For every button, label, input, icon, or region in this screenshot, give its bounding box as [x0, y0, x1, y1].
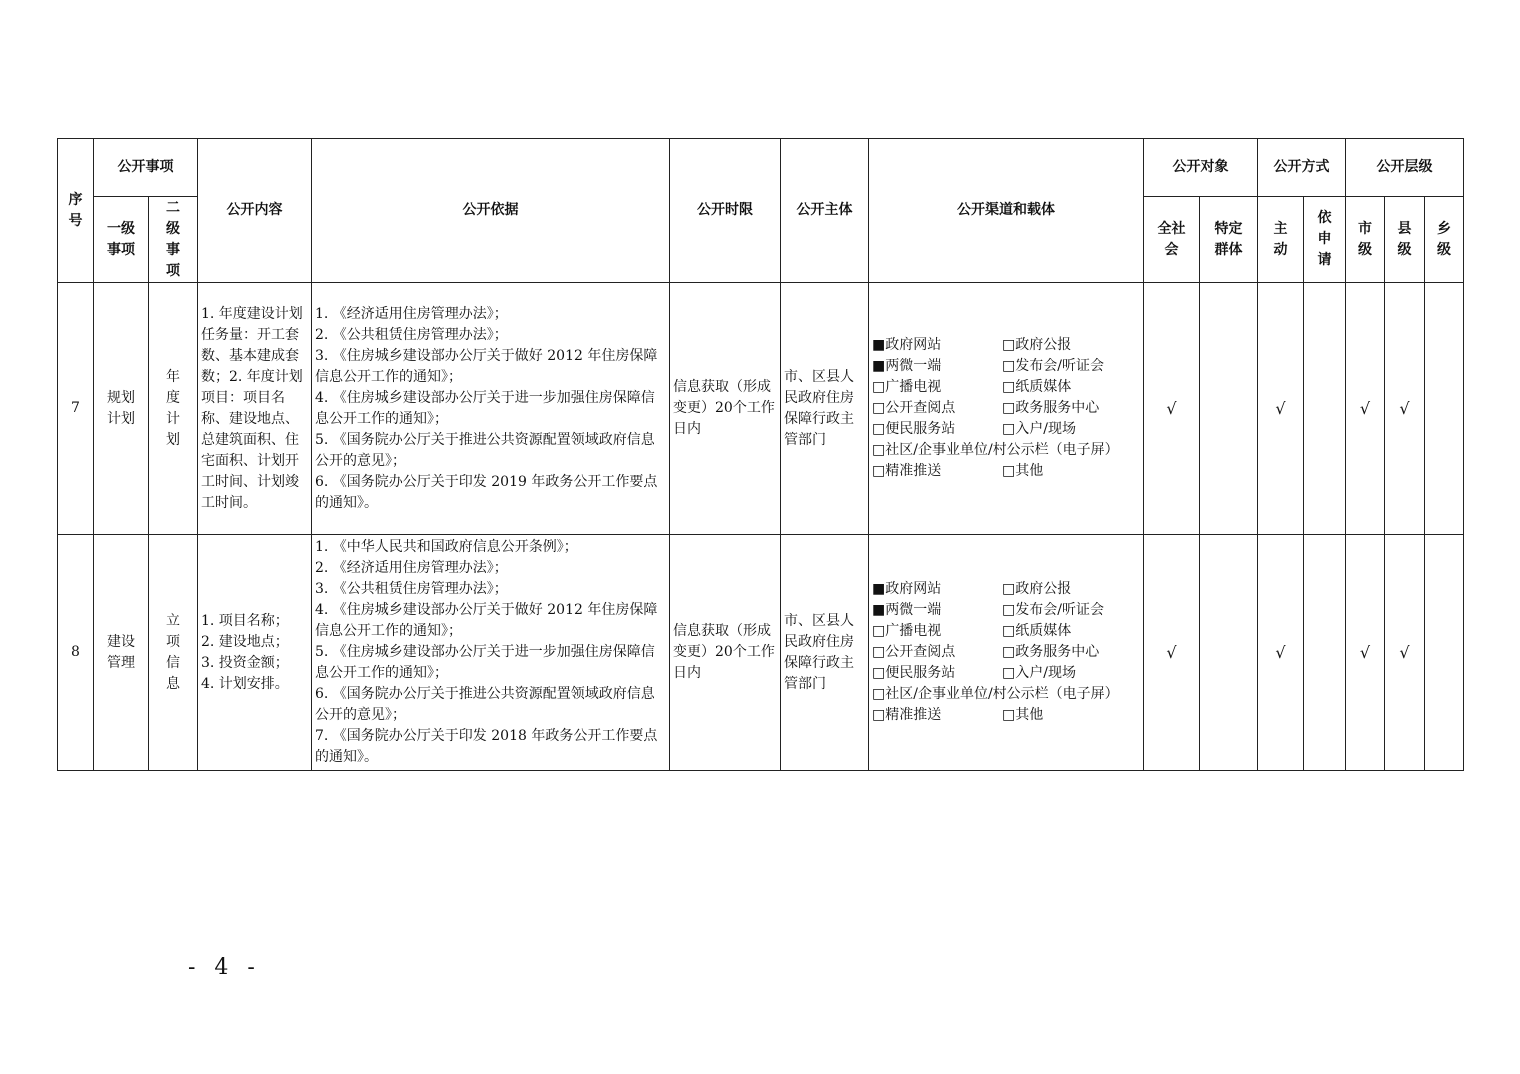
row-basis: 1. 《经济适用住房管理办法》； 2. 《公共租赁住房管理办法》； 3. 《住房城乡建设部办公厅关于做好 2012 年住房保障信息公开工作的通知》； 4. 《住房城乡建设部办公厅关于进一步加强住房保障信息公开工作的通知》； 5. 《国务院办公厅关于推进公共资源配置领域政府信息公开的意见》； 6. 《国务院办公厅关于印发 2019 年政务公开工作要点的通知》。 — [312, 283, 670, 535]
row-target-specific — [1200, 535, 1258, 771]
header-target: 公开对象 — [1144, 139, 1258, 197]
channel-item: □政务服务中心 — [1002, 644, 1100, 660]
row-channels — [869, 535, 1144, 771]
row-seq: 7 — [58, 283, 94, 535]
channel-item: □入户/现场 — [1002, 421, 1076, 437]
row-subject: 市、区县人民政府住房保障行政主管部门 — [781, 283, 869, 535]
row-content: 1. 项目名称； 2. 建设地点； 3. 投资金额； 4. 计划安排。 — [198, 535, 312, 771]
row-channels — [869, 283, 1144, 535]
row-time-limit: 信息获取（形成变更）20个工作日内 — [670, 535, 781, 771]
header-content: 公开内容 — [198, 139, 312, 283]
header-time-limit: 公开时限 — [670, 139, 781, 283]
channel-item: □公开查阅点 — [872, 644, 956, 660]
channel-item: ■两微一端 — [872, 358, 942, 374]
header-mode: 公开方式 — [1258, 139, 1346, 197]
row-level-city: √ — [1346, 535, 1385, 771]
channel-item: □政务服务中心 — [1002, 400, 1100, 416]
channel-item: □发布会/听证会 — [1002, 358, 1104, 374]
row-mode-active: √ — [1258, 535, 1304, 771]
header-level1: 一级事项 — [94, 197, 149, 283]
row-target-all: √ — [1144, 535, 1200, 771]
channel-item: □其他 — [1002, 707, 1044, 723]
header-level-county: 县级 — [1385, 197, 1425, 283]
header-channel: 公开渠道和载体 — [869, 139, 1144, 283]
header-level-township: 乡级 — [1425, 197, 1464, 283]
row-mode-active: √ — [1258, 283, 1304, 535]
header-subject: 公开主体 — [781, 139, 869, 283]
row-level2: 年度计划 — [149, 283, 198, 535]
header-mode-active: 主动 — [1258, 197, 1304, 283]
channel-item: □广播电视 — [872, 623, 942, 639]
channel-item: □广播电视 — [872, 379, 942, 395]
row-target-specific — [1200, 283, 1258, 535]
disclosure-table — [57, 138, 1464, 771]
table-row — [58, 283, 1464, 535]
channel-item: □便民服务站 — [872, 421, 956, 437]
row-level-city: √ — [1346, 283, 1385, 535]
header-target-all: 全社会 — [1144, 197, 1200, 283]
row-level-county: √ — [1385, 283, 1425, 535]
row-mode-request — [1304, 535, 1346, 771]
header-level2: 二级事项 — [149, 197, 198, 283]
channel-item: □纸质媒体 — [1002, 623, 1072, 639]
channel-item: ■政府网站 — [872, 337, 942, 353]
row-subject: 市、区县人民政府住房保障行政主管部门 — [781, 535, 869, 771]
channel-item: □纸质媒体 — [1002, 379, 1072, 395]
row-level2: 立项信息 — [149, 535, 198, 771]
channel-item: □公开查阅点 — [872, 400, 956, 416]
row-level-township — [1425, 283, 1464, 535]
header-level: 公开层级 — [1346, 139, 1464, 197]
row-level1: 建设管理 — [94, 535, 149, 771]
channel-item: □精准推送 — [872, 463, 942, 479]
header-mode-request: 依申请 — [1304, 197, 1346, 283]
channel-item: □精准推送 — [872, 707, 942, 723]
header-public-matter: 公开事项 — [94, 139, 198, 197]
row-mode-request — [1304, 283, 1346, 535]
row-level1: 规划计划 — [94, 283, 149, 535]
row-seq: 8 — [58, 535, 94, 771]
channel-item: □便民服务站 — [872, 665, 956, 681]
header-target-specific: 特定群体 — [1200, 197, 1258, 283]
row-level-township — [1425, 535, 1464, 771]
channel-item: □发布会/听证会 — [1002, 602, 1104, 618]
row-basis: 1. 《中华人民共和国政府信息公开条例》； 2. 《经济适用住房管理办法》； 3. 《公共租赁住房管理办法》； 4. 《住房城乡建设部办公厅关于做好 2012 年住房保障信息公开工作的通知》； 5. 《住房城乡建设部办公厅关于进一步加强住房保障信息公开工作的通知》； 6. 《国务院办公厅关于推进公共资源配置领域政府信息公开的意见》； 7. 《国务院办公厅关于印发 2018 年政务公开工作要点的通知》。 — [312, 535, 670, 771]
channel-item: □社区/企事业单位/村公示栏（电子屏） — [872, 442, 1119, 458]
page-number: - 4 - — [188, 955, 261, 980]
table-row — [58, 535, 1464, 771]
row-content: 1. 年度建设计划任务量：开工套数、基本建成套数；2. 年度计划项目：项目名称、建设地点、总建筑面积、住宅面积、计划开工时间、计划竣工时间。 — [198, 283, 312, 535]
channel-item: □社区/企事业单位/村公示栏（电子屏） — [872, 686, 1119, 702]
row-level-county: √ — [1385, 535, 1425, 771]
header-basis: 公开依据 — [312, 139, 670, 283]
channel-item: □政府公报 — [1002, 581, 1072, 597]
channel-item: □其他 — [1002, 463, 1044, 479]
header-seq: 序号 — [58, 139, 94, 283]
channel-item: □政府公报 — [1002, 337, 1072, 353]
row-target-all: √ — [1144, 283, 1200, 535]
row-time-limit: 信息获取（形成变更）20个工作日内 — [670, 283, 781, 535]
channel-item: ■政府网站 — [872, 581, 942, 597]
channel-item: □入户/现场 — [1002, 665, 1076, 681]
header-level-city: 市级 — [1346, 197, 1385, 283]
channel-item: ■两微一端 — [872, 602, 942, 618]
